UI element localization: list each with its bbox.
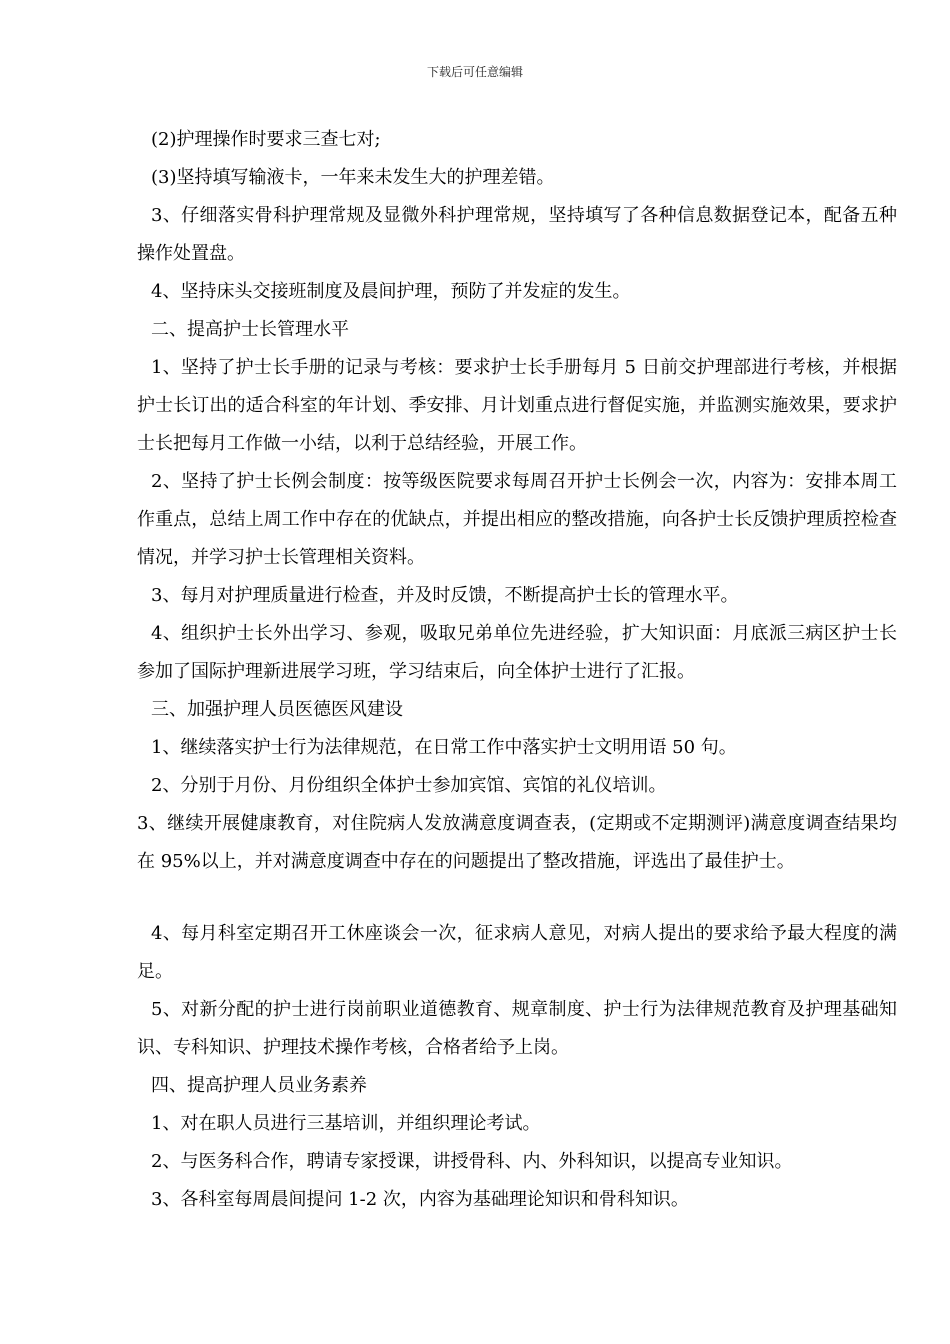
paragraph: 3、继续开展健康教育，对住院病人发放满意度调查表，(定期或不定期测评)满意度调查结果均在 95%以上，并对满意度调查中存在的问题提出了整改措施，评选出了最佳护士。 [137, 813, 897, 872]
paragraph: 4、组织护士长外出学习、参观，吸取兄弟单位先进经验，扩大知识面：月底派三病区护士长参加了国际护理新进展学习班，学习结束后，向全体护士进行了汇报。 [137, 623, 897, 682]
paragraph: 1、继续落实护士行为法律规范，在日常工作中落实护士文明用语 50 句。 [151, 737, 737, 758]
section-heading: 二、提高护士长管理水平 [151, 319, 349, 340]
paragraph: 5、对新分配的护士进行岗前职业道德教育、规章制度、护士行为法律规范教育及护理基础知识、专科知识、护理技术操作考核，合格者给予上岗。 [137, 999, 897, 1058]
paragraph: 2、分别于月份、月份组织全体护士参加宾馆、宾馆的礼仪培训。 [151, 775, 667, 796]
paragraph: 2、与医务科合作，聘请专家授课，讲授骨科、内、外科知识，以提高专业知识。 [151, 1151, 793, 1172]
paragraph: (3)坚持填写输液卡，一年来未发生大的护理差错。 [151, 167, 555, 188]
paragraph: 2、坚持了护士长例会制度：按等级医院要求每周召开护士长例会一次，内容为：安排本周工作重点，总结上周工作中存在的优缺点，并提出相应的整改措施，向各护士长反馈护理质控检查情况，并学习护士长管理相关资料。 [137, 471, 897, 568]
page-header: 下载后可任意编辑 [426, 65, 523, 79]
paragraph: 4、每月科室定期召开工休座谈会一次，征求病人意见，对病人提出的要求给予最大程度的满足。 [137, 923, 897, 982]
paragraph: 4、坚持床头交接班制度及晨间护理，预防了并发症的发生。 [151, 281, 631, 302]
paragraph: (2)护理操作时要求三查七对; [151, 129, 381, 150]
document-body [137, 121, 897, 1219]
paragraph: 1、对在职人员进行三基培训，并组织理论考试。 [151, 1113, 541, 1134]
paragraph: 1、坚持了护士长手册的记录与考核：要求护士长手册每月 5 日前交护理部进行考核，并根据护士长订出的适合科室的年计划、季安排、月计划重点进行督促实施，并监测实施效果，要求护士长把每月工作做一小结，以利于总结经验，开展工作。 [137, 357, 897, 454]
blank-line [137, 881, 897, 915]
paragraph: 3、每月对护理质量进行检查，并及时反馈，不断提高护士长的管理水平。 [151, 585, 739, 606]
paragraph: 3、各科室每周晨间提问 1-2 次，内容为基础理论知识和骨科知识。 [151, 1189, 689, 1210]
paragraph: 3、仔细落实骨科护理常规及显微外科护理常规，坚持填写了各种信息数据登记本，配备五种操作处置盘。 [137, 205, 897, 264]
section-heading: 四、提高护理人员业务素养 [151, 1075, 367, 1096]
section-heading: 三、加强护理人员医德医风建设 [151, 699, 403, 720]
